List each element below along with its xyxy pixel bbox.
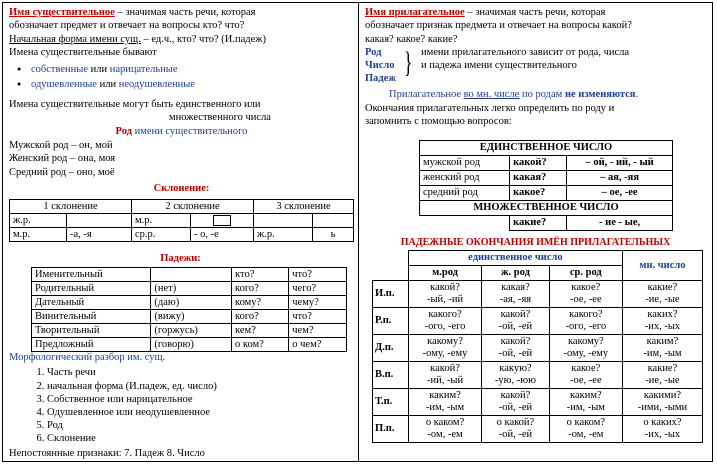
brace-text-1: имени прилагательного зависит от рода, числа (421, 47, 630, 59)
gender-col: м.род (408, 266, 481, 281)
decl-cell: -а, -я (67, 228, 132, 242)
noun-def-2: обозначает предмет и отвечает на вопросы кто? что? (9, 20, 245, 32)
kinds-intro: Имена существительные бывают (9, 47, 157, 59)
ending-cell: – ой, - ий, - ый (567, 156, 673, 171)
kinds-item (31, 62, 354, 77)
noun-column (3, 3, 358, 195)
ending: -ий, -ый (426, 375, 464, 386)
table-row (32, 324, 347, 338)
plural-note (365, 88, 708, 101)
agreement-block (365, 46, 708, 88)
ending: -ый, -ий (426, 294, 464, 305)
gender-cell: средний род (420, 186, 510, 201)
empty-cell (420, 216, 510, 231)
question: о каком? (566, 417, 606, 428)
question: какой? (500, 390, 531, 401)
ending: -ие, -ые (645, 375, 680, 386)
kind-b: неодушевленные (118, 78, 195, 90)
morph-item: 3. Собственное или нарицательное (47, 393, 349, 406)
ending: -ого, -его (565, 321, 607, 332)
table-row (373, 251, 703, 266)
brace-label: Число (365, 60, 395, 72)
table-row (373, 416, 703, 443)
adj-def-3: какая? какое? какие? (365, 33, 458, 45)
morph-item: 2. начальная форма (И.падеж, ед. число) (47, 380, 349, 393)
morphology-section (9, 351, 349, 460)
question: каким? (646, 336, 679, 347)
ending-cell (408, 335, 481, 362)
plural-d: не изменяются (564, 89, 636, 101)
table-row (420, 186, 673, 201)
table-row (10, 200, 354, 214)
ending-cell (482, 362, 550, 389)
ending: -им, -ым (643, 348, 682, 359)
plural-e: . (635, 89, 639, 101)
brace-text-2: и падежа имени существительного (421, 60, 577, 72)
ending-cell (549, 389, 622, 416)
case-label: Р.п. (373, 308, 409, 335)
question: какая? (501, 282, 530, 293)
kind-a: собственные (31, 63, 89, 75)
kind-a: одушевленные (31, 78, 97, 90)
question: какие? (647, 282, 678, 293)
gender-title (9, 125, 354, 138)
adj-title: Имя прилагательное (365, 7, 465, 18)
initial-form (9, 33, 354, 46)
cases-table (31, 267, 347, 352)
case-cell: (вижу) (151, 310, 232, 324)
table-row (420, 201, 673, 216)
gender-line: Средний род – оно, моё (9, 166, 115, 178)
gender-line: Мужской род – он, мой (9, 139, 113, 151)
morph-title: Морфологический разбор им. сущ. (9, 352, 166, 363)
question: какой? (430, 363, 460, 374)
ending: -ом, -ем (568, 429, 604, 440)
decl-cell (191, 214, 254, 228)
sg-label: единственное число (408, 251, 622, 266)
case-cell: кого? (232, 310, 289, 324)
question: какому? (567, 336, 604, 347)
table-row (32, 268, 347, 282)
ending-cell (549, 416, 622, 443)
kinds-list (9, 62, 354, 92)
question: какого? (569, 309, 603, 320)
case-cell: о ком? (232, 338, 289, 352)
ending-cell (549, 281, 622, 308)
declension-title: Склонение: (153, 183, 210, 195)
ending-cell: - ие - ые, (567, 216, 673, 231)
case-label: В.п. (373, 362, 409, 389)
decl-cell: ср.р. (132, 228, 191, 242)
case-cell: (горжусь) (151, 324, 232, 338)
question: какую? (499, 363, 532, 374)
ending: -ие, -ые (645, 294, 680, 305)
ending-cell (622, 362, 702, 389)
case-cell: Дательный (32, 296, 151, 310)
case-cell: кто? (232, 268, 289, 282)
question-cell: какое? (510, 186, 567, 201)
decl-header: 1 склонение (10, 200, 132, 214)
case-cell: (говорю) (151, 338, 232, 352)
case-label: П.п. (373, 416, 409, 443)
morph-item: 4. Одушевленное или неодушевленное (47, 406, 349, 419)
ending: -ую, -юю (494, 375, 536, 386)
ending: -ому, -ему (422, 348, 468, 359)
question: какое? (571, 363, 601, 374)
decl-cell (254, 214, 313, 228)
table-row (373, 281, 703, 308)
question-cell: какие? (510, 216, 567, 231)
empty-cell (373, 251, 409, 281)
table-row (373, 308, 703, 335)
ending-cell (408, 362, 481, 389)
decl-cell (313, 214, 354, 228)
question-cell: какой? (510, 156, 567, 171)
brace-labels (365, 46, 396, 85)
endings-title: ПАДЕЖНЫЕ ОКОНЧАНИЯ ИМЁН ПРИЛАГАТЕЛЬНЫХ (400, 237, 671, 248)
ending-cell (408, 281, 481, 308)
ending: -ая, -яя (499, 294, 532, 305)
table-row (373, 362, 703, 389)
table-row (10, 214, 354, 228)
ending-cell (408, 389, 481, 416)
case-cell: Родительный (32, 282, 151, 296)
number-line-1: Имена существительные могут быть единственного или (9, 98, 261, 110)
case-cell: Предложный (32, 338, 151, 352)
ending-cell (482, 389, 550, 416)
question: какому? (427, 336, 463, 347)
gender-col: ж. род (482, 266, 550, 281)
morph-footer: Непостоянные признаки: 7. Падеж 8. Число (9, 447, 205, 459)
ending-cell (622, 389, 702, 416)
case-cell: что? (289, 268, 347, 282)
case-label: Т.п. (373, 389, 409, 416)
case-cell (151, 268, 232, 282)
question: какими? (643, 390, 682, 401)
table-row (420, 171, 673, 186)
table-row (420, 156, 673, 171)
reference-sheet (2, 2, 713, 462)
case-cell: Винительный (32, 310, 151, 324)
decl-cell: - о, -е (191, 228, 254, 242)
noun-title: Имя существительное (9, 7, 115, 18)
ending-cell (482, 308, 550, 335)
ending-cell (549, 362, 622, 389)
ending-cell (408, 416, 481, 443)
decl-cell: ж.р. (10, 214, 67, 228)
ending-cell (622, 281, 702, 308)
decl-cell: ж.р. (254, 228, 313, 242)
morph-item: 6. Склонение (47, 432, 349, 445)
table-row (420, 216, 673, 231)
ending-cell (482, 416, 550, 443)
case-cell: Творительный (32, 324, 151, 338)
ending-cell (482, 335, 550, 362)
question: о какой? (496, 417, 535, 428)
question: какой? (430, 282, 460, 293)
ending-cell (549, 308, 622, 335)
case-label: Д.п. (373, 335, 409, 362)
brace-label: Падеж (365, 73, 397, 85)
case-cell: Именительный (32, 268, 151, 282)
decl-cell (67, 214, 132, 228)
decl-header: 2 склонение (132, 200, 254, 214)
brace-text (421, 46, 629, 72)
ending: -ое, -ее (570, 294, 602, 305)
case-cell: чего? (289, 282, 347, 296)
decl-cell: ь (313, 228, 354, 242)
adj-definition (365, 6, 708, 19)
initial-form-rest: – ед.ч., кто? что? (И.падеж) (140, 33, 267, 45)
question: каких? (647, 309, 678, 320)
ending: -ой, -ей (498, 429, 533, 440)
case-cell: чему? (289, 296, 347, 310)
initial-form-label: Начальная форма имени сущ. (9, 33, 141, 45)
plural-c: по родам (519, 89, 565, 101)
ending-cell (622, 416, 702, 443)
ending-cell (408, 308, 481, 335)
table-row (373, 389, 703, 416)
ending: -ого, -его (424, 321, 466, 332)
noun-def-1: – значимая часть речи, которая (114, 7, 256, 18)
question: каким? (429, 390, 461, 401)
question: какого? (428, 309, 462, 320)
gender-title-b: имени существительного (131, 126, 248, 138)
ending: -ими, -ыми (637, 402, 688, 413)
morph-item: 5. Род (47, 419, 349, 432)
morph-item: 1. Часть речи (47, 366, 349, 379)
brace-label: Род (365, 47, 382, 59)
case-cell: (нет) (151, 282, 232, 296)
ending: -им, -ым (566, 402, 605, 413)
cases-title: Падежи: (160, 253, 201, 264)
gender-cell: женский род (420, 171, 510, 186)
plural-a: Прилагательное (389, 89, 464, 101)
case-label: И.п. (373, 281, 409, 308)
gender-line: Женский род – она, моя (9, 153, 116, 165)
table-row (10, 228, 354, 242)
endings-line-2: запомнить с помощью вопросов: (365, 116, 512, 128)
question: какой? (500, 336, 531, 347)
ending: -ой, -ей (498, 321, 533, 332)
ending-cell (622, 308, 702, 335)
blank-box (213, 215, 231, 226)
case-cell: (даю) (151, 296, 232, 310)
question: о каком? (425, 417, 465, 428)
ending: -их, -ых (644, 321, 681, 332)
decl-cell: м.р. (10, 228, 67, 242)
case-cell: о чем? (289, 338, 347, 352)
gender-col: ср. род (549, 266, 622, 281)
table-row (32, 310, 347, 324)
ending: -ой, -ей (498, 402, 533, 413)
ending: -им, -ым (425, 402, 465, 413)
case-cell: что? (289, 310, 347, 324)
declension-table (9, 199, 354, 242)
adjective-column (359, 3, 712, 128)
decl-header: 3 склонение (254, 200, 354, 214)
pl-label: мн. число (622, 251, 702, 281)
ending: -их, -ых (644, 429, 681, 440)
question: о каких? (643, 417, 682, 428)
gender-cell: мужской род (420, 156, 510, 171)
endings-line-1: Окончания прилагательных легко определить по роду и (365, 102, 615, 114)
adj-def-1: – значимая часть речи, которая (464, 7, 606, 18)
adjective-gender-table (419, 140, 673, 231)
adj-def-2: обозначает признак предмета и отвечает на вопросы какой? (365, 20, 632, 32)
ending: -ом, -ем (427, 429, 463, 440)
noun-definition (9, 6, 354, 19)
ending-cell (622, 335, 702, 362)
ending: -ое, -ее (570, 375, 602, 386)
morph-list (9, 366, 349, 445)
ending: -ой, -ей (498, 348, 533, 359)
case-cell: кому? (232, 296, 289, 310)
kind-b: нарицательные (109, 63, 178, 75)
case-cell: кем? (232, 324, 289, 338)
question: каким? (570, 390, 602, 401)
brace-icon: } (403, 46, 413, 80)
ending-cell (549, 335, 622, 362)
case-cell: кого? (232, 282, 289, 296)
kinds-item (31, 77, 354, 92)
table-row (420, 141, 673, 156)
ending-cell (482, 281, 550, 308)
table-row (373, 335, 703, 362)
question: какие? (647, 363, 678, 374)
case-cell: чем? (289, 324, 347, 338)
question: какой? (500, 309, 531, 320)
question: какое? (571, 282, 601, 293)
sg-header: ЕДИНСТВЕННОЕ ЧИСЛО (420, 141, 673, 156)
pl-header: МНОЖЕСТВЕННОЕ ЧИСЛО (420, 201, 673, 216)
ending: -ому, -ему (563, 348, 609, 359)
plural-b: во мн. числе (463, 89, 520, 101)
number-line-2: множественного числа (169, 112, 271, 124)
gender-title-a: Род (115, 126, 132, 138)
decl-cell: м.р. (132, 214, 191, 228)
question-cell: какая? (510, 171, 567, 186)
ending-cell: – ое, -ее (567, 186, 673, 201)
case-endings-table (372, 250, 703, 443)
table-row (32, 282, 347, 296)
kind-mid: или (88, 63, 110, 75)
ending-cell: – ая, -яя (567, 171, 673, 186)
kind-mid: или (96, 78, 119, 90)
table-row (32, 296, 347, 310)
table-row (32, 338, 347, 352)
